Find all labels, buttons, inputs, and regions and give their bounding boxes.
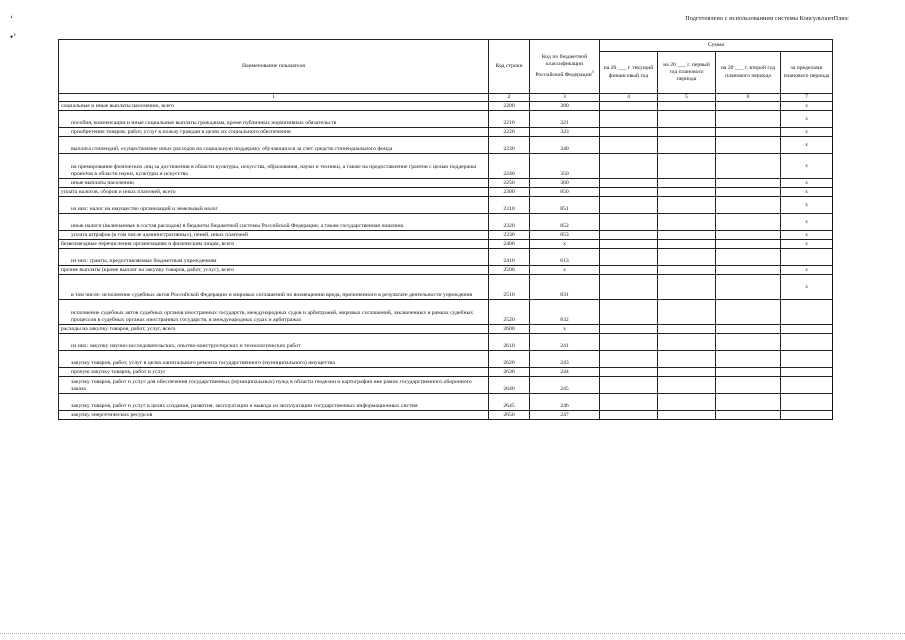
header-year-current: на 20 ___ г. текущий финансовый год xyxy=(600,52,658,94)
table-row xyxy=(59,411,833,420)
value-current-year xyxy=(600,411,658,420)
value-current-year xyxy=(600,179,658,188)
table-row xyxy=(59,377,833,394)
row-name: иные налоги (включаемые в состав расходов) в бюджеты бюджетной системы Российской Федерации, а также государственная пошлина xyxy=(59,214,489,231)
value-first-year xyxy=(658,188,716,197)
row-name: из них: закупку научно-исследовательских, опытно-конструкторских и технологических работ xyxy=(59,334,489,351)
header-sum: Сумма xyxy=(600,40,833,52)
row-name: социальные и иные выплаты населению, всего xyxy=(59,102,489,111)
value-first-year xyxy=(658,197,716,214)
row-kbk: 244 xyxy=(530,368,600,377)
row-name: исполнение судебных актов судебных органов иностранных государств, международных судов и арбитражей, мировых соглашений, заключенных в рамках судебных процессов в судебных органах иностранных государств, в международных судах и арбитражах xyxy=(59,300,489,325)
row-kbk: 850 xyxy=(530,188,600,197)
value-first-year xyxy=(658,266,716,275)
row-code: 2220 xyxy=(489,128,530,137)
row-code: 2500 xyxy=(489,266,530,275)
value-current-year xyxy=(600,249,658,266)
row-name: закупку энергетических ресурсов xyxy=(59,411,489,420)
row-code: 2200 xyxy=(489,102,530,111)
value-first-year xyxy=(658,111,716,128)
row-code: 2320 xyxy=(489,214,530,231)
value-first-year xyxy=(658,411,716,420)
row-name: выплата стипендий, осуществление иных расходов на социальную поддержку обучающихся за счет средств стипендиального фонда xyxy=(59,137,489,154)
row-name: закупку товаров, работ и услуг в целях создания, развития, эксплуатации и вывода из эксплуатации государственных информационных систем xyxy=(59,394,489,411)
value-second-year xyxy=(716,128,781,137)
table-row xyxy=(59,394,833,411)
row-name: пособия, компенсации и иные социальные выплаты гражданам, кроме публичных нормативных обязательств xyxy=(59,111,489,128)
value-first-year xyxy=(658,128,716,137)
value-second-year xyxy=(716,368,781,377)
table-row xyxy=(59,154,833,179)
value-first-year xyxy=(658,240,716,249)
value-beyond: x xyxy=(781,111,833,128)
value-second-year xyxy=(716,300,781,325)
value-second-year xyxy=(716,275,781,300)
row-name: из них: налог на имущество организаций и земельный налог xyxy=(59,197,489,214)
table-row xyxy=(59,249,833,266)
row-kbk: 851 xyxy=(530,197,600,214)
value-current-year xyxy=(600,102,658,111)
row-kbk: 241 xyxy=(530,334,600,351)
row-kbk: 246 xyxy=(530,394,600,411)
value-second-year xyxy=(716,197,781,214)
table-row xyxy=(59,111,833,128)
row-kbk: 247 xyxy=(530,411,600,420)
value-second-year xyxy=(716,266,781,275)
row-kbk: x xyxy=(530,240,600,249)
value-current-year xyxy=(600,111,658,128)
row-code: 2300 xyxy=(489,188,530,197)
value-current-year xyxy=(600,275,658,300)
header-year-second: на 20 ___ г. второй год планового периода xyxy=(716,52,781,94)
value-second-year xyxy=(716,411,781,420)
value-second-year xyxy=(716,240,781,249)
value-beyond xyxy=(781,351,833,368)
value-current-year xyxy=(600,154,658,179)
value-second-year xyxy=(716,325,781,334)
value-beyond xyxy=(781,334,833,351)
value-current-year xyxy=(600,240,658,249)
value-first-year xyxy=(658,334,716,351)
value-beyond: x xyxy=(781,266,833,275)
value-beyond xyxy=(781,368,833,377)
row-kbk: 360 xyxy=(530,179,600,188)
row-name: закупку товаров, работ и услуг для обеспечения государственных (муниципальных) нужд в области геодезии и картографии вне рамок государственного оборонного заказа xyxy=(59,377,489,394)
value-second-year xyxy=(716,179,781,188)
value-first-year xyxy=(658,368,716,377)
row-code: 2310 xyxy=(489,197,530,214)
table-row xyxy=(59,188,833,197)
table-row xyxy=(59,334,833,351)
row-code: 2210 xyxy=(489,111,530,128)
value-beyond: x xyxy=(781,179,833,188)
value-second-year xyxy=(716,188,781,197)
table-row xyxy=(59,325,833,334)
row-code: 2620 xyxy=(489,351,530,368)
row-name: уплата налогов, сборов и иных платежей, всего xyxy=(59,188,489,197)
scan-edge xyxy=(0,633,905,638)
header-beyond: за пределами планового периода xyxy=(781,52,833,94)
scan-mark: •’ xyxy=(10,32,17,42)
row-kbk: 340 xyxy=(530,137,600,154)
value-current-year xyxy=(600,128,658,137)
value-second-year xyxy=(716,102,781,111)
table-row xyxy=(59,102,833,111)
table-row xyxy=(59,300,833,325)
row-kbk: 321 xyxy=(530,111,600,128)
value-second-year xyxy=(716,137,781,154)
value-first-year xyxy=(658,154,716,179)
value-first-year xyxy=(658,249,716,266)
table-row xyxy=(59,231,833,240)
value-current-year xyxy=(600,188,658,197)
row-code: 2645 xyxy=(489,394,530,411)
value-current-year xyxy=(600,300,658,325)
row-name: уплата штрафов (в том числе административных), пеней, иных платежей xyxy=(59,231,489,240)
value-second-year xyxy=(716,111,781,128)
row-kbk: 350 xyxy=(530,154,600,179)
value-beyond: x xyxy=(781,240,833,249)
row-name: прочие выплаты (кроме выплат на закупку товаров, работ, услуг), всего xyxy=(59,266,489,275)
value-beyond: x xyxy=(781,128,833,137)
value-current-year xyxy=(600,325,658,334)
value-second-year xyxy=(716,334,781,351)
header-code: Код строки xyxy=(489,40,530,94)
value-beyond: x xyxy=(781,197,833,214)
value-beyond xyxy=(781,300,833,325)
value-second-year xyxy=(716,154,781,179)
row-kbk: x xyxy=(530,266,600,275)
row-kbk: 853 xyxy=(530,231,600,240)
value-first-year xyxy=(658,102,716,111)
table-row xyxy=(59,266,833,275)
column-number: 6 xyxy=(716,94,781,102)
value-current-year xyxy=(600,231,658,240)
row-name: расходы на закупку товаров, работ, услуг, всего xyxy=(59,325,489,334)
row-kbk: 852 xyxy=(530,214,600,231)
value-first-year xyxy=(658,394,716,411)
value-current-year xyxy=(600,266,658,275)
value-first-year xyxy=(658,179,716,188)
row-kbk: 245 xyxy=(530,377,600,394)
header-name: Наименование показателя xyxy=(59,40,489,94)
value-beyond: x xyxy=(781,137,833,154)
row-code: 2650 xyxy=(489,411,530,420)
column-numbers-row xyxy=(59,94,833,102)
value-second-year xyxy=(716,214,781,231)
row-code: 2230 xyxy=(489,137,530,154)
value-beyond: x xyxy=(781,275,833,300)
header-kbk xyxy=(530,40,600,94)
row-code: 2640 xyxy=(489,377,530,394)
row-code: 2520 xyxy=(489,300,530,325)
row-kbk: x xyxy=(530,325,600,334)
row-code: 2240 xyxy=(489,154,530,179)
row-code: 2330 xyxy=(489,231,530,240)
row-name: иные выплаты населению xyxy=(59,179,489,188)
row-code: 2400 xyxy=(489,240,530,249)
table-row xyxy=(59,137,833,154)
row-kbk: 323 xyxy=(530,128,600,137)
header-kbk-text: Код по бюджетной классификации Российской Федерации xyxy=(535,54,592,78)
value-beyond: x xyxy=(781,214,833,231)
row-name: закупку товаров, работ, услуг в целях капитального ремонта государственного (муниципального) имущества xyxy=(59,351,489,368)
value-current-year xyxy=(600,351,658,368)
row-kbk: 831 xyxy=(530,275,600,300)
value-current-year xyxy=(600,137,658,154)
table-row xyxy=(59,197,833,214)
column-number: 2 xyxy=(489,94,530,102)
value-second-year xyxy=(716,394,781,411)
value-current-year xyxy=(600,334,658,351)
value-beyond xyxy=(781,411,833,420)
value-current-year xyxy=(600,197,658,214)
row-code: 2600 xyxy=(489,325,530,334)
row-name: прочую закупку товаров, работ и услуг xyxy=(59,368,489,377)
value-first-year xyxy=(658,137,716,154)
scan-mark: ‘ xyxy=(10,14,13,24)
header-note: Подготовлено с использованием системы КонсультантПлюс xyxy=(685,15,849,22)
value-beyond xyxy=(781,394,833,411)
row-kbk: 832 xyxy=(530,300,600,325)
header-year-first: на 20 ___ г. первый год планового периода xyxy=(658,52,716,94)
table-row xyxy=(59,128,833,137)
value-first-year xyxy=(658,377,716,394)
row-kbk: 613 xyxy=(530,249,600,266)
value-first-year xyxy=(658,214,716,231)
value-second-year xyxy=(716,377,781,394)
column-number: 4 xyxy=(600,94,658,102)
row-code: 2250 xyxy=(489,179,530,188)
table-row xyxy=(59,275,833,300)
value-beyond: x xyxy=(781,231,833,240)
value-beyond: x xyxy=(781,102,833,111)
value-beyond: x xyxy=(781,154,833,179)
table-row xyxy=(59,214,833,231)
row-kbk: 300 xyxy=(530,102,600,111)
row-name: на премирование физических лиц за достижения в области культуры, искусства, образования, науки и техники, а также на предоставление грантов с целью поддержки проектов в области науки, культуры и искусства xyxy=(59,154,489,179)
value-current-year xyxy=(600,368,658,377)
row-code: 2410 xyxy=(489,249,530,266)
value-beyond xyxy=(781,249,833,266)
value-first-year xyxy=(658,325,716,334)
column-number: 3 xyxy=(530,94,600,102)
row-code: 2510 xyxy=(489,275,530,300)
table-row xyxy=(59,368,833,377)
row-name: в том числе: исполнение судебных актов Российской Федерации и мировых соглашений по возмещению вреда, причиненного в результате деятельности учреждения xyxy=(59,275,489,300)
value-beyond xyxy=(781,325,833,334)
value-first-year xyxy=(658,300,716,325)
expenses-table xyxy=(58,39,833,420)
table-row xyxy=(59,240,833,249)
row-code: 2630 xyxy=(489,368,530,377)
header-kbk-footnote: 3 xyxy=(591,68,594,74)
value-beyond: x xyxy=(781,188,833,197)
value-first-year xyxy=(658,231,716,240)
value-second-year xyxy=(716,351,781,368)
column-number: 5 xyxy=(658,94,716,102)
column-number: 7 xyxy=(781,94,833,102)
value-current-year xyxy=(600,214,658,231)
row-name: безвозмездные перечисления организациям и физическим лицам, всего xyxy=(59,240,489,249)
value-second-year xyxy=(716,231,781,240)
row-name: из них: гранты, предоставляемые бюджетным учреждениям xyxy=(59,249,489,266)
value-current-year xyxy=(600,377,658,394)
row-kbk: 243 xyxy=(530,351,600,368)
value-beyond xyxy=(781,377,833,394)
value-second-year xyxy=(716,249,781,266)
row-name: приобретение товаров, работ, услуг в пользу граждан в целях их социального обеспечения xyxy=(59,128,489,137)
value-first-year xyxy=(658,351,716,368)
column-number: 1 xyxy=(59,94,489,102)
value-current-year xyxy=(600,394,658,411)
table-row xyxy=(59,351,833,368)
value-first-year xyxy=(658,275,716,300)
table-row xyxy=(59,179,833,188)
row-code: 2610 xyxy=(489,334,530,351)
